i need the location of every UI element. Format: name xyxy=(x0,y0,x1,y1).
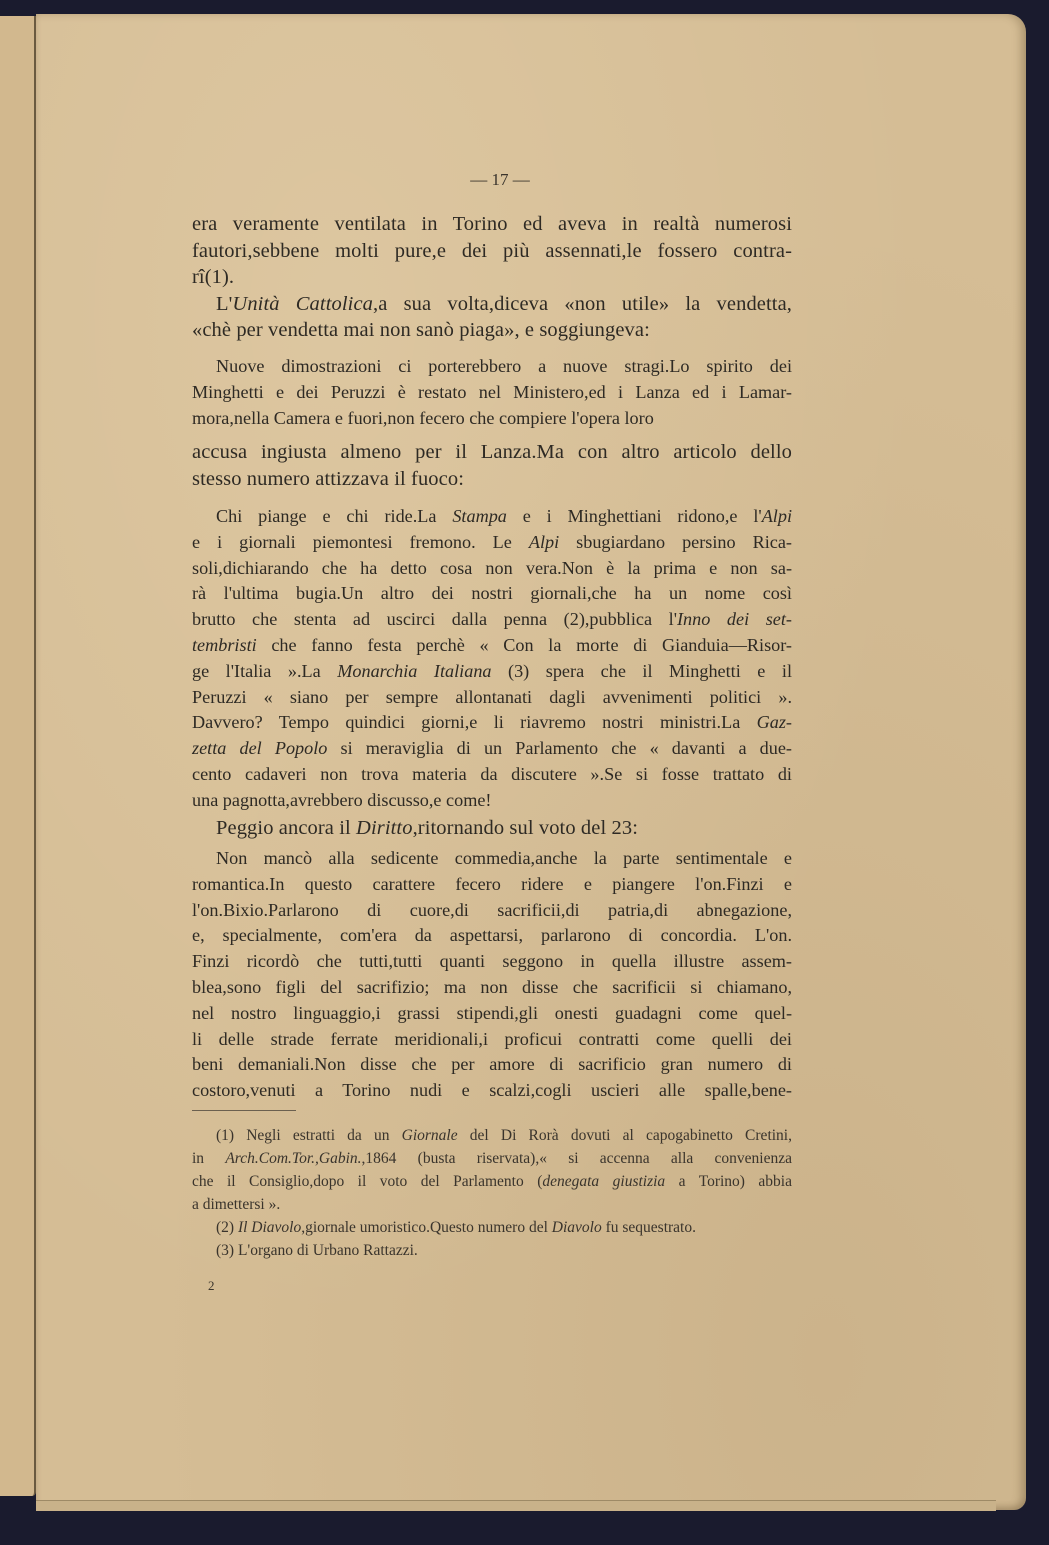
quote-line: costoro,venuti a Torino nudi e scalzi,cogli uscieri alle spalle,bene- xyxy=(192,1080,792,1101)
printer-signature-mark: 2 xyxy=(208,1278,215,1293)
footnote-2: (2) Il Diavolo,giornale umoristico.Questo numero del Diavolo fu sequestrato. xyxy=(216,1219,696,1236)
quote-line: Finzi ricordò che tutti,tutti quanti seggono in quella illustre assem- xyxy=(192,951,792,972)
block-quote-1 xyxy=(192,354,792,431)
quote-line: e, specialmente, com'era da aspettarsi, parlarono di concordia. L'on. xyxy=(192,925,792,946)
paragraph-3 xyxy=(192,439,792,492)
text-line: rî(1). xyxy=(192,266,235,288)
footnote-1-line: a dimettersi ». xyxy=(192,1196,281,1213)
quote-line: tembristi che fanno festa perchè « Con la morte di Gianduia—Risor- xyxy=(192,634,792,655)
adjacent-page-edge xyxy=(0,16,36,1496)
text-line: stesso numero attizzava il fuoco: xyxy=(192,467,464,490)
quote-line: cento cadaveri non trova materia da discutere ».Se si fosse trattato di xyxy=(192,763,792,784)
quote-line: rà l'ultima bugia.Un altro dei nostri giornali,che ha un nome così xyxy=(192,583,792,604)
footnote-1-line: che il Consiglio,dopo il voto del Parlamento (denegata giustizia a Torino) abbia xyxy=(192,1173,792,1190)
quote-line: soli,dichiarando che ha detto cosa non vera.Non è la prima e non sa- xyxy=(192,557,792,578)
footnotes xyxy=(192,1124,792,1262)
text-line: Peggio ancora il Diritto,ritornando sul voto del 23: xyxy=(216,817,638,839)
footnote-divider xyxy=(192,1110,296,1111)
quote-line: Peruzzi « siano per sempre allontanati dagli avvenimenti politici ». xyxy=(192,686,792,707)
text-line: «chè per vendetta mai non sanò piaga», e soggiungeva: xyxy=(192,319,650,341)
quote-line: una pagnotta,avrebbero discusso,e come! xyxy=(192,789,492,810)
quote-line: mora,nella Camera e fuori,non fecero che compiere l'opera loro xyxy=(192,407,654,428)
block-quote-3 xyxy=(192,846,792,1104)
quote-line: e i giornali piemontesi fremono. Le Alpi sbugiardano persino Rica- xyxy=(192,531,792,552)
footnote-1-line: in Arch.Com.Tor.,Gabin.,1864 (busta riservata),« si accenna alla convenienza xyxy=(192,1150,792,1167)
quote-line: Minghetti e dei Peruzzi è restato nel Ministero,ed i Lanza ed i Lamar- xyxy=(192,381,792,402)
page-bottom-edge xyxy=(36,1500,996,1511)
text-line: accusa ingiusta almeno per il Lanza.Ma con altro articolo dello xyxy=(192,441,792,463)
page-number: — 17 — xyxy=(470,170,530,189)
footnote-3: (3) L'organo di Urbano Rattazzi. xyxy=(216,1242,418,1259)
quote-line: Davvero? Tempo quindici giorni,e li riavremo nostri ministri.La Gaz- xyxy=(192,712,792,733)
footnote-1: (1) Negli estratti da un Giornale del Di Rorà dovuti al capogabinetto Cretini, xyxy=(216,1127,792,1144)
quote-line: l'on.Bixio.Parlarono di cuore,di sacrificii,di patria,di abnegazione, xyxy=(192,899,792,920)
quote-line: beni demaniali.Non disse che per amore di sacrificio gran numero di xyxy=(192,1054,792,1075)
text-line: L'Unità Cattolica,a sua volta,diceva «non utile» la vendetta, xyxy=(216,292,793,315)
quote-line: zetta del Popolo si meraviglia di un Parlamento che « davanti a due- xyxy=(192,738,792,759)
quote-line: Chi piange e chi ride.La Stampa e i Minghettiani ridono,e l'Alpi xyxy=(216,506,792,526)
paragraph-1 xyxy=(192,211,792,344)
quote-line: ge l'Italia ».La Monarchia Italiana (3) spera che il Minghetti e il xyxy=(192,660,792,681)
quote-line: Non mancò alla sedicente commedia,anche la parte sentimentale e xyxy=(216,848,792,868)
quote-line: nel nostro linguaggio,i grassi stipendi,gli onesti guadagni come quel- xyxy=(192,1002,792,1023)
text-line: era veramente ventilata in Torino ed aveva in realtà numerosi xyxy=(192,213,792,235)
italic-title: Unità Cattolica xyxy=(232,292,373,315)
text-line: fautori,sebbene molti pure,e dei più assennati,le fossero contra- xyxy=(192,239,792,262)
block-quote-2 xyxy=(192,504,792,814)
quote-line: brutto che stenta ad uscirci dalla penna (2),pubblica l'Inno dei set- xyxy=(192,609,792,630)
quote-line: li delle strade ferrate meridionali,i proficui contratti come quelli dei xyxy=(192,1028,792,1049)
paragraph-4 xyxy=(192,815,792,842)
quote-line: Nuove dimostrazioni ci porterebbero a nuove stragi.Lo spirito dei xyxy=(216,356,792,376)
quote-line: blea,sono figli del sacrifizio; ma non disse che sacrificii si chiamano, xyxy=(192,976,792,997)
quote-line: romantica.In questo carattere fecero ridere e piangere l'on.Finzi e xyxy=(192,873,792,894)
